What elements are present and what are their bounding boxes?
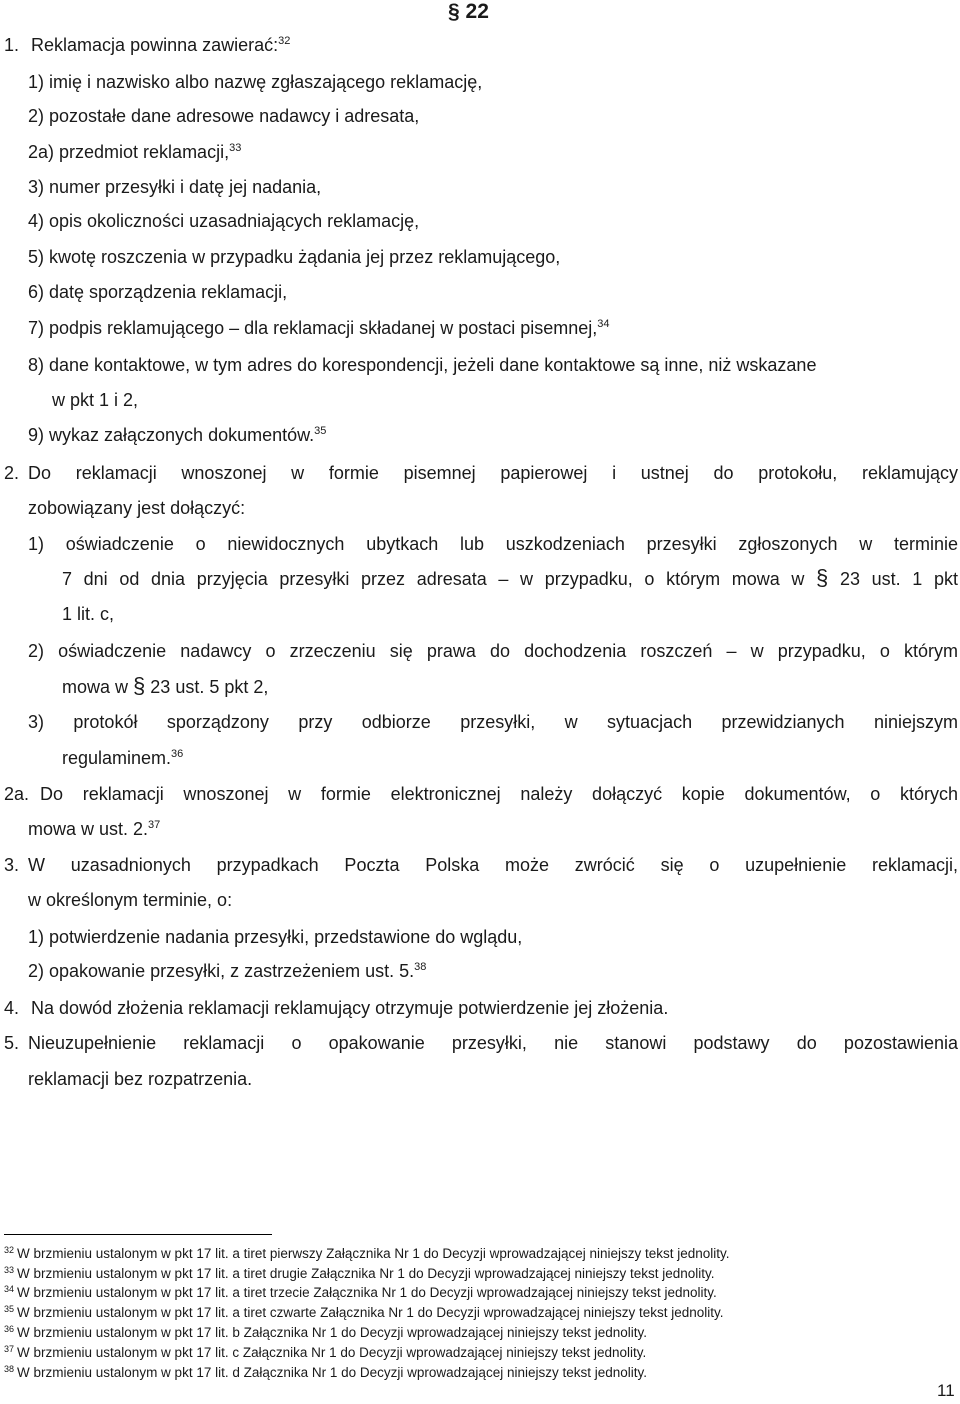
- p2-number: 2.: [4, 463, 20, 483]
- p5-line-2: reklamacji bez rozpatrzenia.: [28, 1069, 253, 1089]
- page-number: 11: [937, 1381, 955, 1400]
- p3-number: 3.: [4, 855, 20, 875]
- p1-item-2: 2) pozostałe dane adresowe nadawcy i adresata,: [28, 106, 420, 126]
- footnote-ref-37: 37: [148, 819, 161, 831]
- footnote-separator: [4, 1234, 272, 1235]
- footnote-37: $^{37}$ W brzmieniu ustalonym w pkt 17 lit. c Załącznika Nr 1 do Decyzji wprowadzającej niniejszy tekst jednolity.: [4, 1343, 647, 1360]
- footnote-ref-32: 32: [278, 35, 291, 47]
- footnote-38: $^{38}$ W brzmieniu ustalonym w pkt 17 lit. d Załącznika Nr 1 do Decyzji wprowadzającej niniejszy tekst jednolity.: [4, 1363, 648, 1380]
- footnote-ref-33: 33: [229, 142, 242, 154]
- p2-line-1: Do reklamacji wnoszonej w formie pisemnej papierowej i ustnej do protokołu, reklamujący: [28, 463, 958, 483]
- p1-text: Reklamacja powinna zawierać:: [31, 35, 279, 55]
- p1-item-1: 1) imię i nazwisko albo nazwę zgłaszającego reklamację,: [28, 72, 483, 92]
- p3-line-2: w określonym terminie, o:: [28, 890, 233, 910]
- p2-item-1-line-2: 7 dni od dnia przyjęcia przesyłki przez adresata – w przypadku, o którym mowa w § 23 ust. 1 pkt: [62, 565, 958, 590]
- footnote-33: $^{33}$ W brzmieniu ustalonym w pkt 17 lit. a tiret drugie Załącznika Nr 1 do Decyzji wprowadzającej niniejszy tekst jednolity.: [4, 1264, 715, 1281]
- p2-item-1-line-1: 1) oświadczenie o niewidocznych ubytkach lub uszkodzeniach przesyłki zgłoszonych w terminie: [28, 534, 958, 554]
- p3-item-1: 1) potwierdzenie nadania przesyłki, przedstawione do wglądu,: [28, 927, 523, 947]
- p3-line-1: W uzasadnionych przypadkach Poczta Polska może zwrócić się o uzupełnienie reklamacji,: [28, 855, 958, 875]
- p2-item-3-line-1: 3) protokół sporządzony przy odbiorze przesyłki, w sytuacjach przewidzianych niniejszym: [28, 712, 958, 732]
- p3-item-2: 2) opakowanie przesyłki, z zastrzeżeniem ust. 5.38: [28, 961, 427, 981]
- p2a-line-2: mowa w ust. 2.37: [28, 819, 161, 839]
- p1-item-4: 4) opis okoliczności uzasadniających reklamację,: [28, 211, 420, 231]
- p1-item-2a: 2a) przedmiot reklamacji,$^{33}$: [28, 142, 242, 162]
- p5-line-1: Nieuzupełnienie reklamacji o opakowanie przesyłki, nie stanowi podstawy do pozostawienia: [28, 1033, 958, 1053]
- footnote-ref-35: 35: [314, 425, 327, 437]
- p4-number: 4.: [4, 998, 20, 1018]
- p4-text: Na dowód złożenia reklamacji reklamujący otrzymuje potwierdzenie jej złożenia.: [31, 998, 669, 1018]
- p4: [4, 997, 668, 1019]
- p1-number: 1.: [4, 35, 20, 55]
- p1-item-6: 6) datę sporządzenia reklamacji,: [28, 282, 288, 302]
- p2-line-2: zobowiązany jest dołączyć:: [28, 498, 246, 518]
- p1-item-3: 3) numer przesyłki i datę jej nadania,: [28, 177, 322, 197]
- footnote-ref-36: 36: [171, 748, 184, 760]
- p2a-line-1: Do reklamacji wnoszonej w formie elektronicznej należy dołączyć kopie dokumentów, o których: [40, 784, 958, 804]
- p1-item-8-cont: w pkt 1 i 2,: [52, 390, 139, 410]
- p1-item-5: 5) kwotę roszczenia w przypadku żądania jej przez reklamującego,: [28, 247, 561, 267]
- p5-number: 5.: [4, 1033, 20, 1053]
- footnote-36: $^{36}$ W brzmieniu ustalonym w pkt 17 lit. b Załącznika Nr 1 do Decyzji wprowadzającej niniejszy tekst jednolity.: [4, 1323, 648, 1340]
- footnote-35: $^{35}$ W brzmieniu ustalonym w pkt 17 lit. a tiret czwarte Załącznika Nr 1 do Decyzji wprowadzającej niniejszy tekst jednolity.: [4, 1303, 724, 1320]
- footnote-32: $^{32}$ W brzmieniu ustalonym w pkt 17 lit. a tiret pierwszy Załącznika Nr 1 do Decyzji wprowadzającej niniejszy tekst jednolity.: [4, 1244, 730, 1261]
- p2a-number: 2a.: [4, 784, 30, 804]
- p2-item-2-line-2: mowa w § 23 ust. 5 pkt 2,: [62, 673, 269, 698]
- footnote-ref-34: 34: [597, 318, 610, 330]
- p1-item-9: 9) wykaz załączonych dokumentów.$^{35}$: [28, 425, 327, 445]
- p1-item-8: 8) dane kontaktowe, w tym adres do korespondencji, jeżeli dane kontaktowe są inne, niż wskazane: [28, 355, 817, 375]
- p2-item-2-line-1: 2) oświadczenie nadawcy o zrzeczeniu się prawa do dochodzenia roszczeń – w przypadku, o którym: [28, 641, 958, 661]
- p2-item-1-line-3: 1 lit. c,: [62, 604, 115, 624]
- section-heading: § 22: [448, 0, 489, 23]
- p1-item-7: 7) podpis reklamującego – dla reklamacji składanej w postaci pisemnej,$^{34}$: [28, 318, 610, 338]
- footnote-34: $^{34}$ W brzmieniu ustalonym w pkt 17 lit. a tiret trzecie Załącznika Nr 1 do Decyzji wprowadzającej niniejszy tekst jednolity.: [4, 1283, 717, 1300]
- p1-heading: [4, 34, 290, 56]
- p2-item-3-line-2: regulaminem.$^{36}$: [62, 748, 184, 768]
- footnote-ref-38: 38: [414, 961, 427, 973]
